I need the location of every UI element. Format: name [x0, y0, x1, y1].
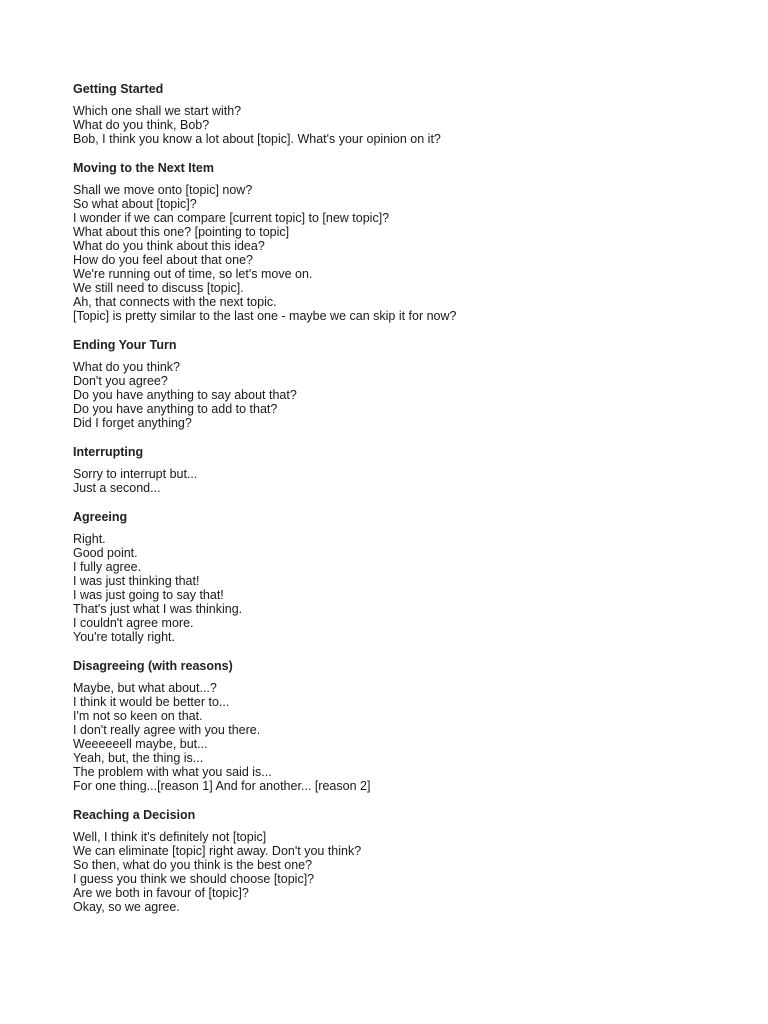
phrase-line: I fully agree. — [73, 560, 142, 574]
phrase-line: I'm not so keen on that. — [73, 709, 203, 723]
phrase-line: Which one shall we start with? — [73, 104, 242, 118]
section-heading: Moving to the Next Item — [73, 161, 214, 175]
section-interrupting — [73, 445, 733, 495]
section-heading: Getting Started — [73, 82, 164, 96]
phrase-list — [73, 532, 733, 644]
phrase-line: Weeeeeell maybe, but... — [73, 737, 208, 751]
phrase-line: Are we both in favour of [topic]? — [73, 886, 249, 900]
phrase-line: Sorry to interrupt but... — [73, 467, 198, 481]
phrase-line: How do you feel about that one? — [73, 253, 253, 267]
phrase-list — [73, 681, 733, 793]
phrase-line: So what about [topic]? — [73, 197, 197, 211]
phrase-line: I was just going to say that! — [73, 588, 224, 602]
phrase-line: I think it would be better to... — [73, 695, 230, 709]
phrase-line: Just a second... — [73, 481, 161, 495]
section-heading: Ending Your Turn — [73, 338, 177, 352]
phrase-list — [73, 104, 733, 146]
phrase-list — [73, 467, 733, 495]
phrase-line: Ah, that connects with the next topic. — [73, 295, 277, 309]
phrase-line: Did I forget anything? — [73, 416, 192, 430]
section-agreeing — [73, 510, 733, 644]
phrase-line: I wonder if we can compare [current topic] to [new topic]? — [73, 211, 390, 225]
section-heading: Disagreeing (with reasons) — [73, 659, 233, 673]
phrase-line: Maybe, but what about...? — [73, 681, 217, 695]
phrase-line: For one thing...[reason 1] And for another... [reason 2] — [73, 779, 371, 793]
section-ending-your-turn — [73, 338, 733, 430]
phrase-line: Do you have anything to say about that? — [73, 388, 297, 402]
phrase-line: Shall we move onto [topic] now? — [73, 183, 253, 197]
phrase-line: I couldn't agree more. — [73, 616, 194, 630]
phrase-line: What do you think? — [73, 360, 181, 374]
phrase-line: Okay, so we agree. — [73, 900, 180, 914]
phrase-line: We can eliminate [topic] right away. Don't you think? — [73, 844, 362, 858]
phrase-line: Good point. — [73, 546, 138, 560]
phrase-line: Yeah, but, the thing is... — [73, 751, 204, 765]
section-heading: Interrupting — [73, 445, 144, 459]
section-heading: Reaching a Decision — [73, 808, 196, 822]
phrase-list — [73, 830, 733, 914]
phrase-line: [Topic] is pretty similar to the last one - maybe we can skip it for now? — [73, 309, 457, 323]
phrase-list — [73, 360, 733, 430]
phrase-line: Well, I think it's definitely not [topic] — [73, 830, 267, 844]
phrase-line: I don't really agree with you there. — [73, 723, 261, 737]
phrase-line: What do you think, Bob? — [73, 118, 210, 132]
section-moving-to-next-item — [73, 161, 733, 323]
phrase-line: That's just what I was thinking. — [73, 602, 243, 616]
section-reaching-a-decision — [73, 808, 733, 914]
phrase-line: Do you have anything to add to that? — [73, 402, 278, 416]
phrase-line: I guess you think we should choose [topic]? — [73, 872, 315, 886]
section-getting-started — [73, 82, 733, 146]
section-disagreeing — [73, 659, 733, 793]
phrase-line: The problem with what you said is... — [73, 765, 272, 779]
document-page — [73, 82, 733, 929]
phrase-line: What about this one? [pointing to topic] — [73, 225, 290, 239]
phrase-line: You're totally right. — [73, 630, 175, 644]
phrase-line: Don't you agree? — [73, 374, 168, 388]
phrase-line: Bob, I think you know a lot about [topic]. What's your opinion on it? — [73, 132, 441, 146]
phrase-line: We're running out of time, so let's move on. — [73, 267, 313, 281]
phrase-line: I was just thinking that! — [73, 574, 200, 588]
phrase-line: We still need to discuss [topic]. — [73, 281, 244, 295]
phrase-line: Right. — [73, 532, 106, 546]
section-heading: Agreeing — [73, 510, 128, 524]
phrase-list — [73, 183, 733, 323]
phrase-line: What do you think about this idea? — [73, 239, 265, 253]
phrase-line: So then, what do you think is the best one? — [73, 858, 313, 872]
